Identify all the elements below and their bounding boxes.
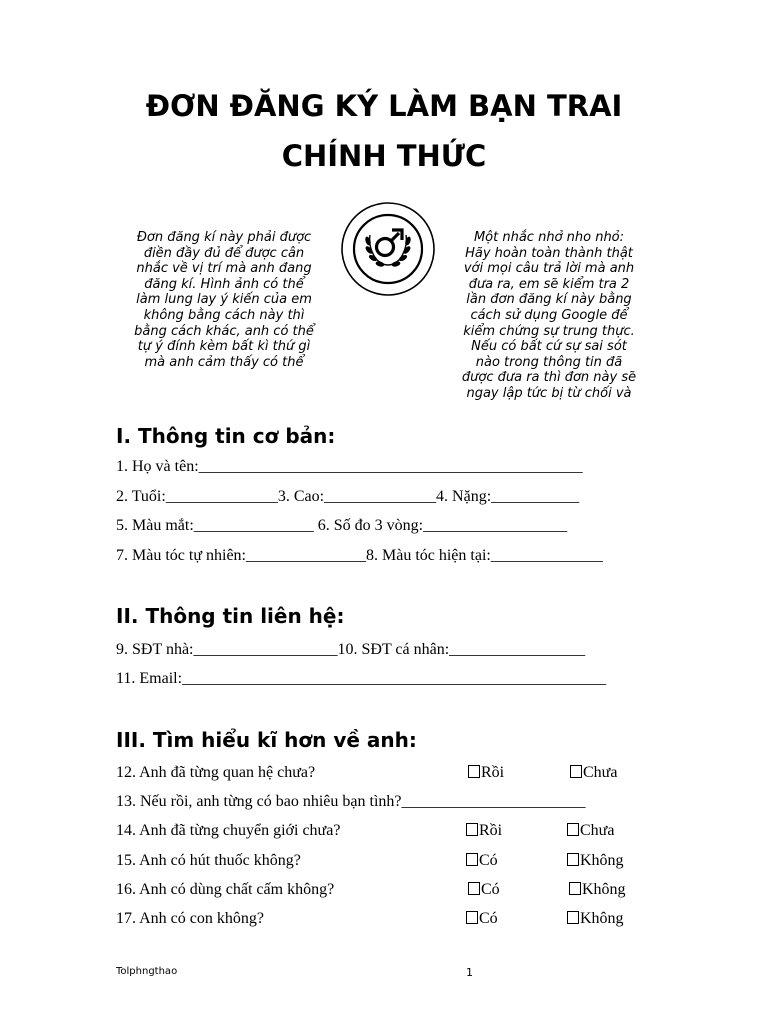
option-label: Chưa bbox=[580, 822, 615, 839]
right-note-line: Một nhắc nhở nho nhỏ: bbox=[473, 230, 625, 245]
left-note-line: bằng cách khác, anh có thể bbox=[134, 323, 314, 339]
field-full-name[interactable] bbox=[116, 457, 583, 477]
checkbox-icon[interactable] bbox=[466, 853, 478, 866]
option-label: Có bbox=[479, 910, 498, 927]
q16-option-co[interactable] bbox=[468, 880, 500, 900]
q14-option-roi[interactable] bbox=[466, 821, 502, 841]
checkbox-icon[interactable] bbox=[468, 882, 480, 895]
field-hair-color-label: 7. Màu tóc tự nhiên:_______________8. Màu tóc hiện tại:______________ bbox=[116, 547, 603, 564]
question-17: 17. Anh có con không? bbox=[116, 910, 264, 927]
q12-option-chua[interactable] bbox=[570, 763, 617, 783]
checkbox-icon[interactable] bbox=[466, 911, 478, 924]
section-contact-heading: II. Thông tin liên hệ: bbox=[116, 604, 345, 628]
checkbox-icon[interactable] bbox=[466, 823, 478, 836]
left-note-line: tự ý đính kèm bất kì thứ gì bbox=[137, 339, 311, 355]
page-number: 1 bbox=[466, 966, 473, 979]
checkbox-icon[interactable] bbox=[567, 853, 579, 866]
checkbox-icon[interactable] bbox=[567, 823, 579, 836]
form-title-line1: ĐƠN ĐĂNG KÝ LÀM BẠN TRAI bbox=[145, 89, 623, 123]
question-15: 15. Anh có hút thuốc không? bbox=[116, 852, 301, 869]
field-phones-label: 9. SĐT nhà:__________________10. SĐT cá nhân:_________________ bbox=[116, 641, 586, 658]
checkbox-icon[interactable] bbox=[569, 882, 581, 895]
right-note bbox=[449, 230, 649, 402]
right-note-line: lần đơn đăng kí này bằng bbox=[466, 292, 632, 308]
right-note-line: Nếu có bất cứ sự sai sót bbox=[471, 339, 627, 355]
question-13[interactable]: 13. Nếu rồi, anh từng có bao nhiêu bạn tình?_______________________ bbox=[116, 793, 586, 810]
left-note-line: làm lung lay ý kiến của em bbox=[136, 292, 312, 308]
option-label: Chưa bbox=[583, 764, 618, 781]
q12-option-roi[interactable] bbox=[468, 763, 504, 783]
q17-option-co[interactable] bbox=[466, 909, 498, 929]
checkbox-icon[interactable] bbox=[570, 765, 582, 778]
option-label: Có bbox=[479, 852, 498, 869]
right-note-line: Hãy hoàn toàn thành thật bbox=[465, 245, 633, 261]
footer-author: Tolphngthao bbox=[116, 966, 178, 977]
left-note-line: nhắc về vị trí mà anh đang bbox=[136, 261, 312, 277]
section-about-heading: III. Tìm hiểu kĩ hơn về anh: bbox=[116, 728, 417, 752]
field-age-height-weight-label: 2. Tuổi:______________3. Cao:______________4. Nặng:___________ bbox=[116, 488, 580, 505]
left-note-line: điền đầy đủ để được cân bbox=[143, 245, 305, 261]
field-eyes-measurements-label: 5. Màu mắt:_______________ 6. Số đo 3 vòng:__________________ bbox=[116, 517, 568, 534]
right-note-line: với mọi câu trả lời mà anh bbox=[463, 261, 635, 277]
option-label: Rồi bbox=[481, 764, 505, 781]
right-note-line: nào trong thông tin đã bbox=[475, 354, 623, 370]
q17-option-khong[interactable] bbox=[567, 909, 624, 929]
checkbox-icon[interactable] bbox=[468, 765, 480, 778]
field-phones[interactable] bbox=[116, 640, 585, 660]
q16-option-khong[interactable] bbox=[569, 880, 626, 900]
form-title-line2: CHÍNH THỨC bbox=[281, 139, 487, 173]
q14-option-chua[interactable] bbox=[567, 821, 614, 841]
right-note-line: ngay lập tức bị từ chối và bbox=[466, 385, 632, 401]
field-eyes-measurements[interactable] bbox=[116, 516, 567, 536]
option-label: Không bbox=[582, 881, 626, 898]
field-full-name-label: 1. Họ và tên:________________________________________________ bbox=[116, 458, 583, 475]
q15-option-co[interactable] bbox=[466, 851, 498, 871]
option-label: Có bbox=[481, 881, 500, 898]
question-14: 14. Anh đã từng chuyển giới chưa? bbox=[116, 822, 341, 839]
option-label: Rồi bbox=[479, 822, 503, 839]
field-email[interactable] bbox=[116, 669, 606, 689]
field-hair-color[interactable] bbox=[116, 546, 603, 566]
male-symbol-emblem-icon bbox=[340, 201, 436, 297]
option-label: Không bbox=[580, 852, 624, 869]
section-basic-heading: I. Thông tin cơ bản: bbox=[116, 424, 336, 448]
left-note bbox=[124, 230, 324, 370]
question-12: 12. Anh đã từng quan hệ chưa? bbox=[116, 764, 316, 781]
field-age-height-weight[interactable] bbox=[116, 487, 579, 507]
right-note-line: đưa ra, em sẽ kiểm tra 2 bbox=[468, 276, 630, 292]
left-note-line: không bằng cách này thì bbox=[143, 307, 305, 323]
right-note-line: cách sử dụng Google để bbox=[470, 307, 628, 323]
right-note-line: kiểm chứng sự trung thực. bbox=[463, 323, 635, 339]
left-note-line: mà anh cảm thấy có thể bbox=[144, 354, 304, 370]
field-email-label: 11. Email:_____________________________________________________ bbox=[116, 670, 607, 687]
option-label: Không bbox=[580, 910, 624, 927]
checkbox-icon[interactable] bbox=[567, 911, 579, 924]
q15-option-khong[interactable] bbox=[567, 851, 624, 871]
question-16: 16. Anh có dùng chất cấm không? bbox=[116, 881, 335, 898]
left-note-line: đăng kí. Hình ảnh có thể bbox=[144, 276, 304, 292]
right-note-line: được đưa ra thì đơn này sẽ bbox=[461, 370, 637, 386]
left-note-line: Đơn đăng kí này phải được bbox=[136, 230, 312, 245]
